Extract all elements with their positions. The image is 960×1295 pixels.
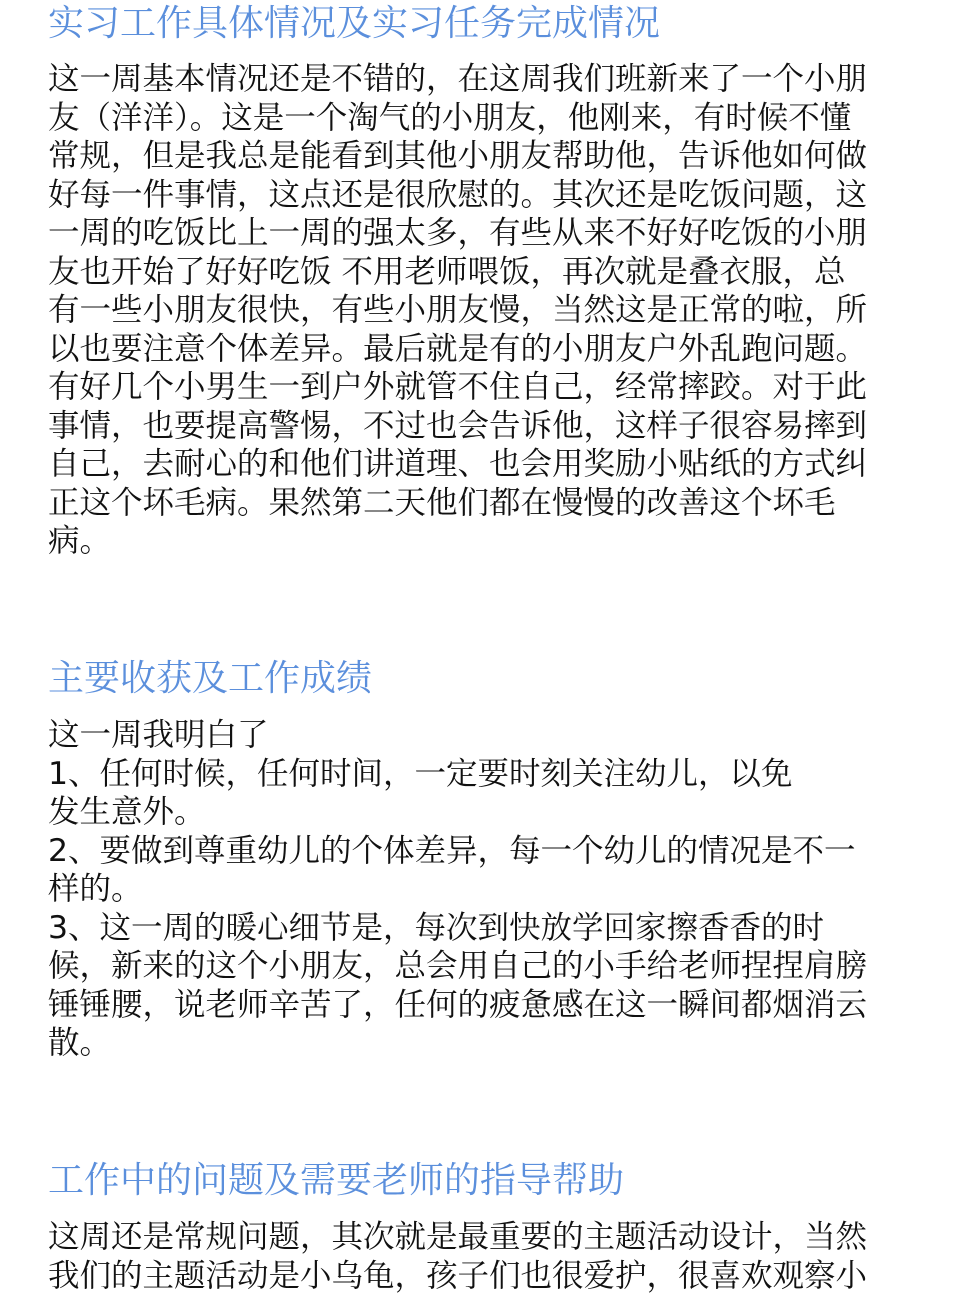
text-line: 3、这一周的暖心细节是，每次到快放学回家擦香香的时: [48, 909, 912, 948]
section-body-problems-guidance: [48, 1218, 912, 1295]
text-line: 散。: [48, 1024, 912, 1063]
text-line: 一周的吃饭比上一周的强太多，有些从来不好好吃饭的小朋: [48, 214, 912, 253]
text-line: 1、任何时候，任何时间，一定要时刻关注幼儿，以免: [48, 755, 912, 794]
text-line: 好每一件事情，这点还是很欣慰的。其次还是吃饭问题，这: [48, 176, 912, 215]
text-line: 这一周基本情况还是不错的，在这周我们班新来了一个小朋: [48, 60, 912, 99]
section-body-internship-details: [48, 60, 912, 561]
section-heading-internship-details: 实习工作具体情况及实习任务完成情况: [48, 2, 660, 46]
text-line: 以也要注意个体差异。最后就是有的小朋友户外乱跑问题。: [48, 330, 912, 369]
text-line: 这一周我明白了: [48, 716, 912, 755]
text-line: 我们的主题活动是小乌龟，孩子们也很爱护，很喜欢观察小: [48, 1257, 912, 1295]
text-line: 事情，也要提高警惕，不过也会告诉他，这样子很容易摔到: [48, 407, 912, 446]
text-line: 常规，但是我总是能看到其他小朋友帮助他，告诉他如何做: [48, 137, 912, 176]
text-line: 发生意外。: [48, 793, 912, 832]
text-line: 自己，去耐心的和他们讲道理、也会用奖励小贴纸的方式纠: [48, 445, 912, 484]
section-body-main-gains: [48, 716, 912, 1063]
text-line: 友（洋洋）。这是一个淘气的小朋友，他刚来，有时候不懂: [48, 99, 912, 138]
text-line: 2、要做到尊重幼儿的个体差异，每一个幼儿的情况是不一: [48, 832, 912, 871]
text-line: 有好几个小男生一到户外就管不住自己，经常摔跤。对于此: [48, 368, 912, 407]
text-line: 锤锤腰，说老师辛苦了，任何的疲惫感在这一瞬间都烟消云: [48, 986, 912, 1025]
text-line: 正这个坏毛病。果然第二天他们都在慢慢的改善这个坏毛: [48, 484, 912, 523]
text-line: 这周还是常规问题，其次就是最重要的主题活动设计，当然: [48, 1218, 912, 1257]
text-line: 样的。: [48, 870, 912, 909]
section-heading-main-gains: 主要收获及工作成绩: [48, 657, 372, 701]
text-line: 病。: [48, 522, 912, 561]
text-line: 候，新来的这个小朋友，总会用自己的小手给老师捏捏肩膀: [48, 947, 912, 986]
text-line: 友也开始了好好吃饭 不用老师喂饭，再次就是叠衣服，总: [48, 253, 912, 292]
text-line: 有一些小朋友很快，有些小朋友慢，当然这是正常的啦，所: [48, 291, 912, 330]
section-heading-problems-guidance: 工作中的问题及需要老师的指导帮助: [48, 1159, 624, 1203]
